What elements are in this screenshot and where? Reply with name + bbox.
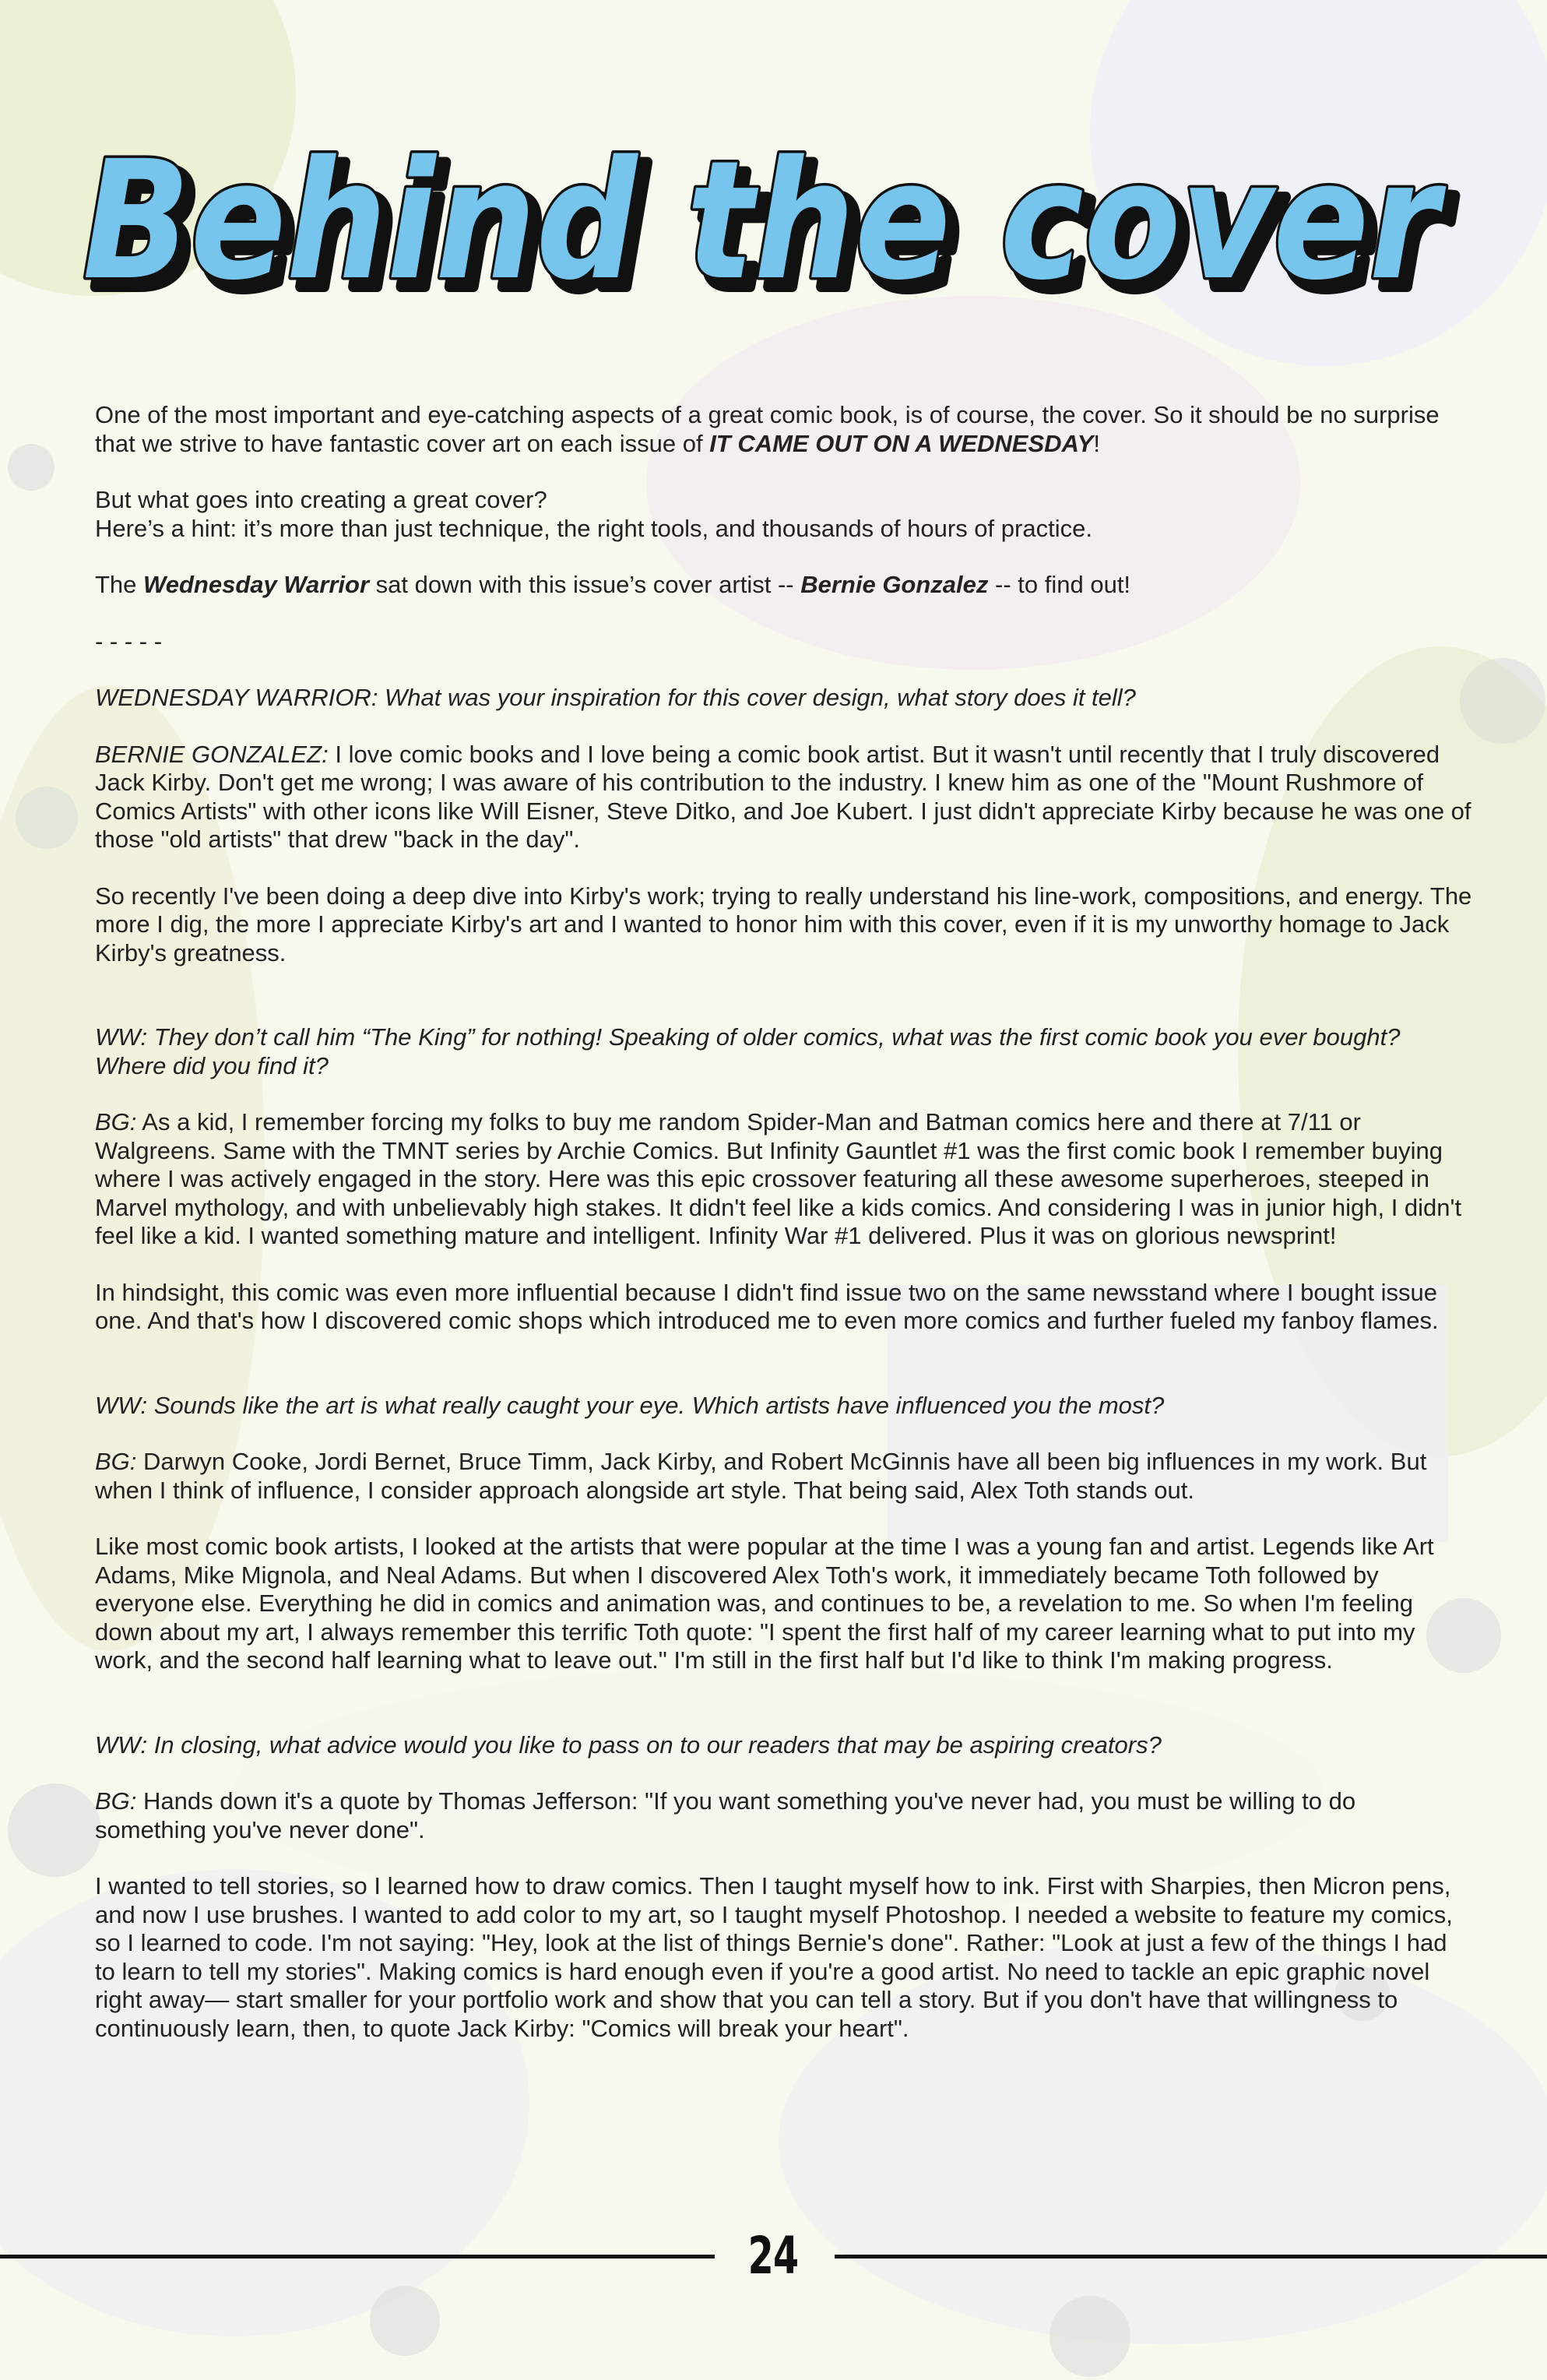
question-speaker: WW:: [95, 1023, 148, 1051]
footer-rule-right: [835, 2255, 1547, 2259]
answer-4-paragraph-2: I wanted to tell stories, so I learned how to draw comics. Then I taught myself how to ink. First with Sharpies, then Micron pens, and now I use brushes. I wanted to add color to my art, so I taught myself Photoshop. I needed a website to feature my comics, so I learned to code. I'm not saying: "Hey, look at the list of things Bernie's done". Rather: "Look at just a few of the things I had to learn to tell my stories". Making comics is hard enough even if you're a good artist. No need to tackle an epic graphic novel right away— start smaller for your portfolio work and show that you can tell a story. But if you don't have that willingness to continuously learn, then, to quote Jack Kirby: "Comics will break your heart".: [95, 1872, 1453, 2042]
answer-1-paragraph-1: BERNIE GONZALEZ: I love comic books and I love being a comic book artist. But it wasn't until recently that I truly discovered Jack Kirby. Don't get me wrong; I was aware of his contribution to the industry. I knew him as one of the "Mount Rushmore of Comics Artists" with other icons like Will Eisner, Steve Ditko, and Joe Kubert. I just didn't appreciate Kirby because he was one of those "old artists" that drew "back in the day".: [95, 740, 1471, 853]
question-speaker: WW:: [95, 1730, 148, 1759]
title-text: Behind the cover: [83, 125, 1447, 316]
question-speaker: WEDNESDAY WARRIOR:: [95, 684, 378, 711]
page-title: [78, 101, 1479, 335]
answer-speaker: BG:: [95, 1787, 137, 1815]
answer-speaker: BERNIE GONZALEZ:: [95, 740, 329, 768]
answer-3-paragraph-1: BG: Darwyn Cooke, Jordi Bernet, Bruce Timm, Jack Kirby, and Robert McGinnis have all been big influences in my work. But when I think of influence, I consider approach alongside art style. That being said, Alex Toth stands out.: [95, 1448, 1427, 1504]
intro-paragraph-2: But what goes into creating a great cover? Here’s a hint: it’s more than just technique, the right tools, and thousands of hours of practice.: [95, 486, 1092, 542]
question-4: WW: In closing, what advice would you like to pass on to our readers that may be aspiring creators?: [95, 1730, 1162, 1759]
question-speaker: WW:: [95, 1391, 148, 1419]
answer-2-paragraph-1: BG: As a kid, I remember forcing my folks to buy me random Spider-Man and Batman comics here and there at 7/11 or Walgreens. Same with the TMNT series by Archie Comics. But Infinity Gauntlet #1 was the first comic book I remember buying where I was actively engaged in the story. Here was this epic crossover featuring all these awesome superheroes, steeped in Marvel mythology, and with unbelievably high stakes. It didn't feel like a kids comics. And considering I was in junior high, I didn't feel like a kid. I wanted something mature and intelligent. Infinity War #1 delivered. Plus it was on glorious newsprint!: [95, 1108, 1462, 1249]
title-shadow: Behind the cover: [92, 135, 1456, 326]
article-body: [95, 401, 1473, 2043]
intro-paragraph-1: One of the most important and eye-catching aspects of a great comic book, is of course, the cover. So it should be no surprise that we strive to have fantastic cover art on each issue of IT CAME OUT ON A WEDNESDAY!: [95, 401, 1440, 457]
question-2: WW: They don’t call him “The King” for nothing! Speaking of older comics, what was the first comic book you ever bought? Where did you find it?: [95, 1023, 1401, 1079]
answer-4-paragraph-1: BG: Hands down it's a quote by Thomas Jefferson: "If you want something you've never had, you must be willing to do something you've never done".: [95, 1787, 1356, 1843]
answer-3-paragraph-2: Like most comic book artists, I looked at the artists that were popular at the time I was a young fan and artist. Legends like Art Adams, Mike Mignola, and Neal Adams. But when I discovered Alex Toth's work, it immediately became Toth followed by everyone else. Everything he did in comics and animation was, and continues to be, a revelation to me. So when I'm feeling down about my art, I always remember this terrific Toth quote: "I spent the first half of my career learning what to put into my work, and the second half learning what to leave out." I'm still in the first half but I'd like to think I'm making progress.: [95, 1533, 1434, 1674]
question-1: WEDNESDAY WARRIOR: What was your inspiration for this cover design, what story does it tell?: [95, 684, 1136, 711]
separator: - - - - -: [95, 627, 163, 655]
question-3: WW: Sounds like the art is what really caught your eye. Which artists have influenced you the most?: [95, 1391, 1165, 1419]
answer-2-paragraph-2: In hindsight, this comic was even more influential because I didn't find issue two on the same newsstand where I bought issue one. And that's how I discovered comic shops which introduced me to even more comics and further fueled my fanboy flames.: [95, 1278, 1439, 1334]
intro-paragraph-3: The Wednesday Warrior sat down with this issue’s cover artist -- Bernie Gonzalez -- to find out!: [95, 571, 1131, 598]
answer-1-paragraph-2: So recently I've been doing a deep dive into Kirby's work; trying to really understand his line-work, compositions, and energy. The more I dig, the more I appreciate Kirby's art and I wanted to honor him with this cover, even if it is my unworthy homage to Jack Kirby's greatness.: [95, 882, 1472, 966]
answer-speaker: BG:: [95, 1448, 137, 1475]
answer-speaker: BG:: [95, 1108, 137, 1135]
page-number: 24: [747, 2226, 799, 2286]
footer-rule-left: [0, 2255, 715, 2259]
